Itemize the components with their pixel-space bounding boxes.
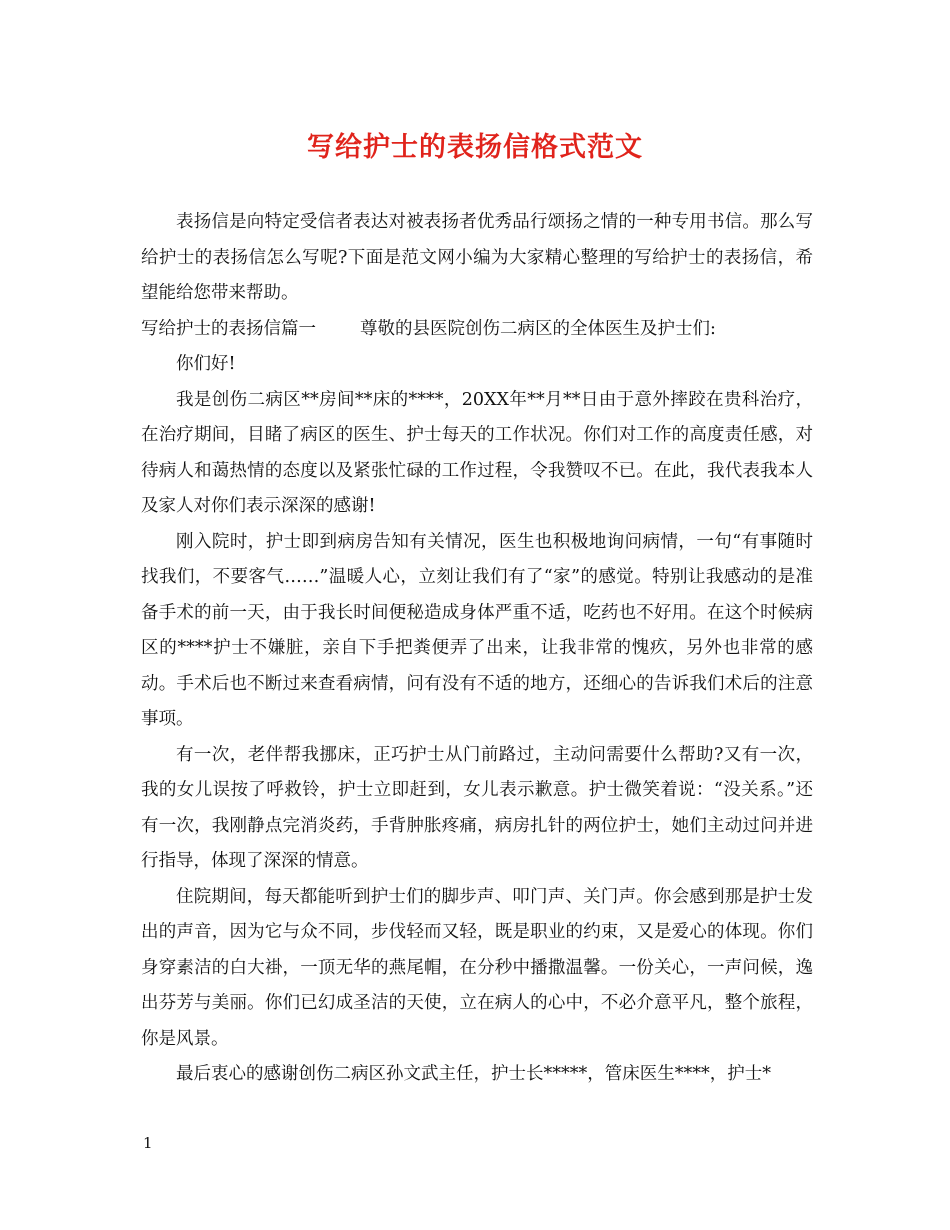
page-number: 1 xyxy=(143,1134,153,1152)
section-heading-line xyxy=(141,312,813,348)
salutation: 尊敬的县医院创伤二病区的全体医生及护士们: xyxy=(360,318,716,339)
body-paragraph-4: 住院期间，每天都能听到护士们的脚步声、叩门声、关门声。你会感到那是护士发出的声音，因为它与众不同，步伐轻而又轻，既是职业的约束，又是爱心的体现。你们身穿素洁的白大褂，一顶无华的燕尾帽，在分秒中播撒温馨。一份关心，一声问候，逸出芬芳与美丽。你们已幻成圣洁的天使，立在病人的心中，不必介意平凡，整个旅程，你是风景。 xyxy=(141,886,813,1049)
document-body xyxy=(141,205,813,1093)
intro-paragraph: 表扬信是向特定受信者表达对被表扬者优秀品行颂扬之情的一种专用书信。那么写给护士的表扬信怎么写呢?下面是范文网小编为大家精心整理的写给护士的表扬信，希望能给您带来帮助。 xyxy=(141,212,813,303)
section-label: 写给护士的表扬信篇一 xyxy=(141,318,316,339)
body-paragraph-1: 我是创伤二病区**房间**床的****，20XX年**月**日由于意外摔跤在贵科治疗，在治疗期间，目睹了病区的医生、护士每天的工作状况。你们对工作的高度责任感，对待病人和蔼热情的态度以及紧张忙碌的工作过程，令我赞叹不已。在此，我代表我本人及家人对你们表示深深的感谢! xyxy=(141,389,813,516)
body-paragraph-5: 最后衷心的感谢创伤二病区孙文武主任，护士长*****，管床医生****，护士* xyxy=(176,1064,771,1084)
body-paragraph-3: 有一次，老伴帮我挪床，正巧护士从门前路过，主动问需要什么帮助?又有一次，我的女儿误按了呼救铃，护士立即赶到，女儿表示歉意。护士微笑着说：“没关系。”还有一次，我刚静点完消炎药，手背肿胀疼痛，病房扎针的两位护士，她们主动过问并进行指导，体现了深深的情意。 xyxy=(141,744,813,871)
greeting: 你们好! xyxy=(176,354,236,374)
document-title: 写给护士的表扬信格式范文 xyxy=(307,132,643,163)
body-paragraph-2: 刚入院时，护士即到病房告知有关情况，医生也积极地询问病情，一句“有事随时找我们，不要客气……”温暖人心，立刻让我们有了“家”的感觉。特别让我感动的是准备手术的前一天，由于我长时间便秘造成身体严重不适，吃药也不好用。在这个时候病区的****护士不嫌脏，亲自下手把粪便弄了出来，让我非常的愧疚，另外也非常的感动。手术后也不断过来查看病情，问有没有不适的地方，还细心的告诉我们术后的注意事项。 xyxy=(141,531,813,729)
